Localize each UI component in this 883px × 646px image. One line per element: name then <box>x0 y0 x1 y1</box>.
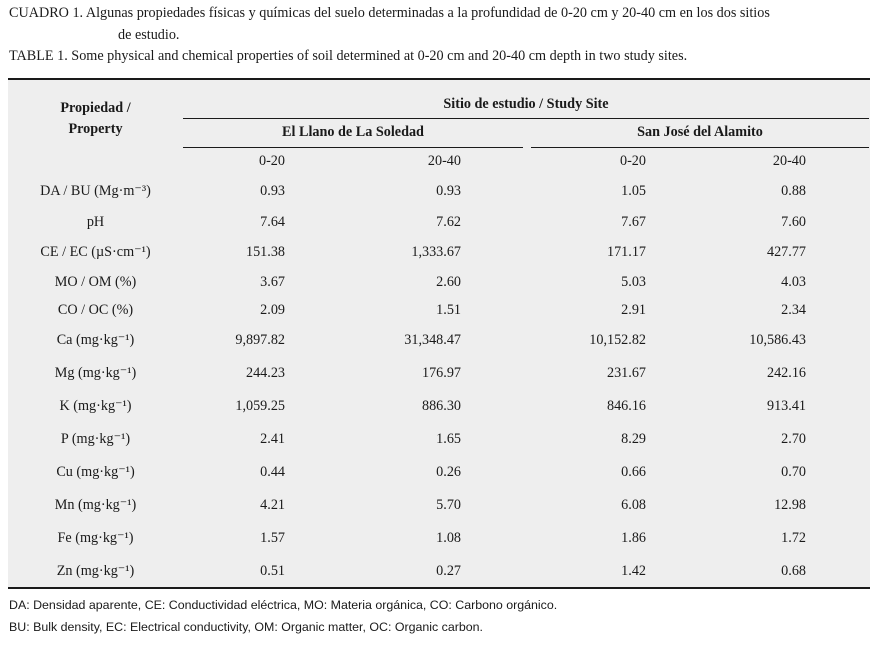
table-cell: 2.34 <box>781 302 806 318</box>
table-cell: 2.41 <box>260 431 285 447</box>
table-cell: 9,897.82 <box>235 332 285 348</box>
footnote-spanish: DA: Densidad aparente, CE: Conductividad eléctrica, MO: Materia orgánica, CO: Carbono orgánico. <box>9 598 558 612</box>
table-cell: 0.93 <box>260 183 285 199</box>
table-cell: 0.66 <box>621 464 646 480</box>
caption-spanish-line2: de estudio. <box>118 27 180 43</box>
table-cell: 0.93 <box>436 183 461 199</box>
property-header-es: Propiedad / <box>60 100 131 116</box>
table-cell: 7.67 <box>621 214 646 230</box>
site1-rule <box>183 147 523 148</box>
table-cell: 176.97 <box>421 365 461 381</box>
table-cell: 244.23 <box>245 365 285 381</box>
table-cell: 913.41 <box>766 398 806 414</box>
table-cell: 7.60 <box>781 214 806 230</box>
table-cell: 31,348.47 <box>404 332 461 348</box>
table-cell: 0.70 <box>781 464 806 480</box>
depth-header: 20-40 <box>772 153 806 169</box>
site2-rule <box>531 147 869 148</box>
site1-header: El Llano de La Soledad <box>282 124 424 140</box>
table-cell: 4.03 <box>781 274 806 290</box>
table-cell: 7.62 <box>436 214 461 230</box>
table-cell: 0.44 <box>260 464 285 480</box>
depth-header: 0-20 <box>619 153 646 169</box>
footnote-english: BU: Bulk density, EC: Electrical conductivity, OM: Organic matter, OC: Organic carbon. <box>9 620 483 634</box>
table-cell: 5.70 <box>436 497 461 513</box>
table-cell: 1.57 <box>260 530 285 546</box>
table-cell: 10,586.43 <box>749 332 806 348</box>
table-cell: 1.05 <box>621 183 646 199</box>
table-cell: 1,059.25 <box>235 398 285 414</box>
table-cell: 12.98 <box>774 497 806 513</box>
table-cell: 3.67 <box>260 274 285 290</box>
table-cell: 151.38 <box>245 244 285 260</box>
table-cell: 171.17 <box>606 244 646 260</box>
table-cell: 5.03 <box>621 274 646 290</box>
site2-header: San José del Alamito <box>637 124 763 140</box>
row-label: CE / EC (µS·cm⁻¹) <box>40 244 151 260</box>
table-cell: 2.70 <box>781 431 806 447</box>
row-label: CO / OC (%) <box>57 302 134 318</box>
depth-header: 0-20 <box>258 153 285 169</box>
row-label: Mg (mg·kg⁻¹) <box>54 365 137 381</box>
row-label: Zn (mg·kg⁻¹) <box>56 563 135 579</box>
study-site-rule <box>183 118 869 119</box>
table-cell: 4.21 <box>260 497 285 513</box>
caption-english: TABLE 1. Some physical and chemical properties of soil determined at 0-20 cm and 20-40 cm depth in two study sites. <box>9 48 688 64</box>
row-label: Cu (mg·kg⁻¹) <box>56 464 135 480</box>
table-cell: 10,152.82 <box>589 332 646 348</box>
table-cell: 6.08 <box>621 497 646 513</box>
row-label: DA / BU (Mg·m⁻³) <box>40 183 151 199</box>
table-cell: 1.51 <box>436 302 461 318</box>
table-cell: 0.51 <box>260 563 285 579</box>
study-site-header: Sitio de estudio / Study Site <box>443 96 609 112</box>
property-header-en: Property <box>68 121 123 137</box>
table-cell: 2.60 <box>436 274 461 290</box>
table-cell: 242.16 <box>766 365 806 381</box>
row-label: MO / OM (%) <box>54 274 137 290</box>
table-cell: 231.67 <box>606 365 646 381</box>
table-cell: 846.16 <box>606 398 646 414</box>
row-label: Ca (mg·kg⁻¹) <box>56 332 135 348</box>
row-label: Mn (mg·kg⁻¹) <box>54 497 137 513</box>
row-label: K (mg·kg⁻¹) <box>59 398 132 414</box>
soil-properties-table <box>8 78 870 589</box>
table-cell: 1.65 <box>436 431 461 447</box>
table-cell: 7.64 <box>260 214 285 230</box>
row-label: P (mg·kg⁻¹) <box>60 431 131 447</box>
table-cell: 1.72 <box>781 530 806 546</box>
table-cell: 1.08 <box>436 530 461 546</box>
table-cell: 427.77 <box>766 244 806 260</box>
caption-spanish-line1: CUADRO 1. Algunas propiedades físicas y químicas del suelo determinadas a la profundidad de 0-20 cm y 20-40 cm en los dos sitios <box>9 5 770 21</box>
depth-header: 20-40 <box>427 153 461 169</box>
table-cell: 1.42 <box>621 563 646 579</box>
table-cell: 886.30 <box>421 398 461 414</box>
table-cell: 1.86 <box>621 530 646 546</box>
table-cell: 2.91 <box>621 302 646 318</box>
table-cell: 0.88 <box>781 183 806 199</box>
table-cell: 2.09 <box>260 302 285 318</box>
row-label: Fe (mg·kg⁻¹) <box>57 530 134 546</box>
table-cell: 0.27 <box>436 563 461 579</box>
row-label: pH <box>86 214 105 230</box>
table-cell: 0.68 <box>781 563 806 579</box>
table-cell: 0.26 <box>436 464 461 480</box>
table-cell: 8.29 <box>621 431 646 447</box>
table-cell: 1,333.67 <box>411 244 461 260</box>
